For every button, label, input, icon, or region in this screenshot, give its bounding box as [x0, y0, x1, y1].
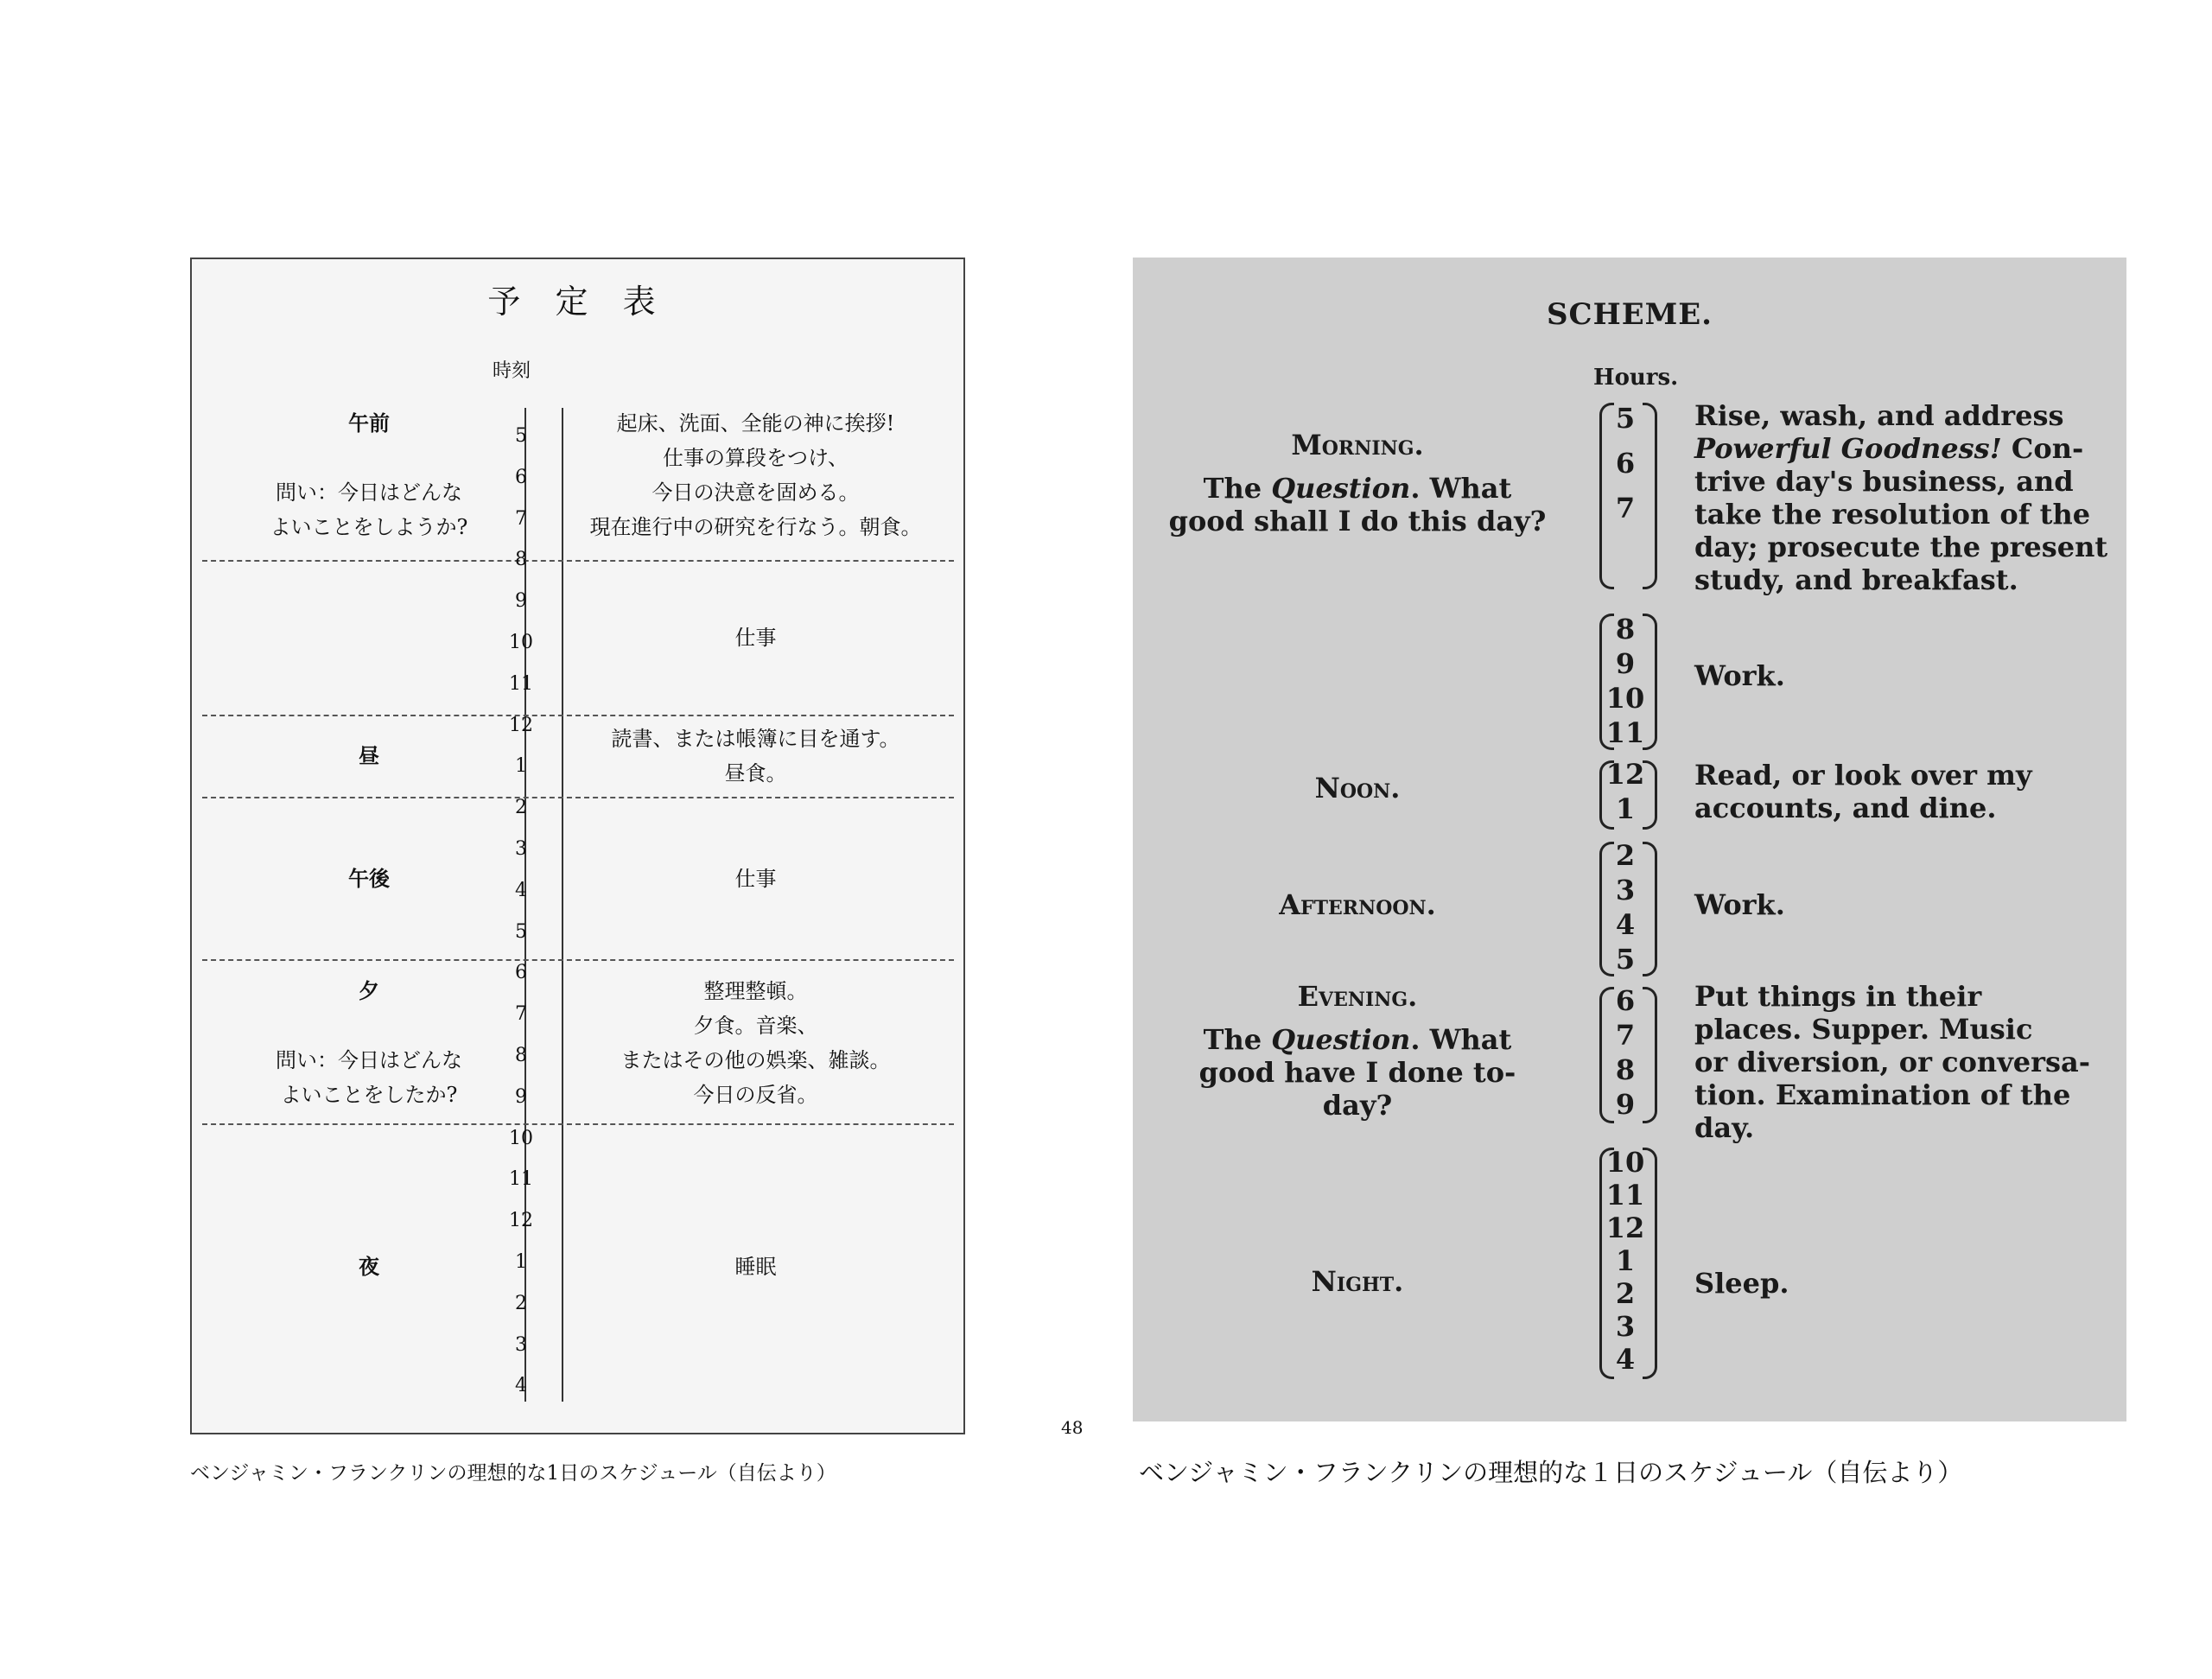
scan-activity-afternoon: Work. — [1694, 888, 1785, 921]
time-column-header: 時刻 — [492, 360, 531, 382]
hour-label: 6 — [515, 466, 527, 488]
activity-line: 仕事 — [734, 867, 777, 891]
hour: 5 — [1615, 943, 1636, 976]
question-word: Question — [1271, 1023, 1411, 1056]
hour-label: 11 — [509, 672, 533, 695]
brace-left — [1599, 987, 1614, 1123]
hour: 4 — [1615, 908, 1636, 941]
hour: 1 — [1615, 792, 1636, 825]
period-evening — [226, 974, 512, 1112]
activity-line: 読書、または帳簿に目を通す。 — [611, 727, 900, 751]
activity-night — [563, 1250, 948, 1284]
hour-label: 1 — [515, 755, 527, 778]
period-name: Morning. — [1291, 429, 1424, 461]
activity-line: 現在進行中の研究を行なう。朝食。 — [589, 515, 922, 539]
hour-label: 4 — [515, 1375, 527, 1397]
brace-right — [1643, 1148, 1657, 1379]
period-name: 夕 — [359, 979, 379, 1003]
scan-title: SCHEME. — [1546, 297, 1713, 332]
hour: 11 — [1605, 716, 1645, 749]
hour: 5 — [1615, 402, 1636, 435]
period-morning — [226, 406, 512, 544]
row-divider — [202, 560, 954, 562]
hour: 12 — [1605, 1212, 1645, 1244]
scan-period-morning — [1167, 429, 1548, 537]
hour: 11 — [1605, 1179, 1645, 1212]
period-name: Evening. — [1297, 980, 1418, 1013]
scan-period-evening — [1167, 980, 1548, 1122]
question-line: good have I done to-day? — [1198, 1056, 1516, 1122]
table-title: 予 定 表 — [487, 283, 668, 321]
question-line: よいことをしたか? — [280, 1083, 458, 1107]
scan-activity-work: Work. — [1694, 659, 1785, 692]
activity-line: places. Supper. Music — [1694, 1013, 2033, 1046]
row-divider — [202, 797, 954, 798]
activity-line: 仕事の算段をつけ、 — [662, 446, 849, 470]
scan-activity-noon — [1694, 759, 2113, 824]
brace-right — [1643, 614, 1657, 750]
activity-line: Read, or look over my — [1694, 759, 2032, 792]
hour-label: 8 — [515, 1045, 527, 1066]
brace-left — [1599, 403, 1614, 589]
activity-italic: Powerful Goodness! — [1694, 432, 2002, 465]
scan-period-night: Night. — [1311, 1265, 1404, 1298]
brace-left — [1599, 1148, 1614, 1379]
scan-activity-evening — [1694, 980, 2113, 1144]
brace-left — [1599, 614, 1614, 750]
hour-label: 8 — [515, 549, 527, 571]
activity-line: またはその他の娯楽、雑談。 — [620, 1048, 891, 1072]
activity-line: accounts, and dine. — [1694, 792, 1997, 824]
hour: 7 — [1615, 492, 1636, 525]
brace-left — [1599, 842, 1614, 976]
activity-line: day. — [1694, 1111, 1755, 1144]
question-line: 問い：今日はどんな — [276, 480, 462, 505]
period-name: 午前 — [348, 411, 390, 436]
activity-line: 昼食。 — [724, 761, 787, 785]
activity-line: study, and breakfast. — [1694, 563, 2018, 596]
activity-evening — [563, 974, 948, 1112]
left-caption: ベンジャミン・フランクリンの理想的な1日のスケジュール（自伝より） — [190, 1462, 836, 1485]
brace-right — [1643, 842, 1657, 976]
activity-noon — [563, 722, 948, 791]
activity-line: or diversion, or conversa- — [1694, 1046, 2091, 1078]
hour: 3 — [1615, 1310, 1636, 1343]
period-afternoon — [226, 862, 512, 896]
hour-label: 7 — [515, 507, 527, 530]
hour-label: 7 — [515, 1003, 527, 1026]
period-name: 夜 — [359, 1255, 379, 1279]
hour-label: 11 — [509, 1168, 533, 1191]
scan-period-afternoon: Afternoon. — [1279, 888, 1436, 921]
row-divider — [202, 959, 954, 961]
hour-label: 2 — [515, 1292, 527, 1314]
scan-hours-label: Hours. — [1593, 365, 1679, 391]
activity-line: 今日の反省。 — [693, 1083, 818, 1107]
hour-label: 2 — [515, 797, 527, 819]
period-name: 昼 — [359, 744, 379, 768]
hour-label: 9 — [515, 1085, 527, 1108]
activity-line: day; prosecute the present — [1694, 531, 2108, 563]
hour: 8 — [1615, 613, 1636, 646]
row-divider — [202, 1123, 954, 1125]
activity-line: 今日の決意を固める。 — [652, 480, 860, 505]
page-number: 48 — [1061, 1417, 1084, 1438]
hour-label: 1 — [515, 1251, 527, 1273]
question-word: Question — [1271, 472, 1411, 505]
hour-label: 10 — [509, 1127, 533, 1149]
activity-line: 夕食。音楽、 — [693, 1014, 818, 1038]
hour: 10 — [1605, 1146, 1645, 1179]
period-noon — [226, 739, 512, 773]
question-suffix: . What — [1410, 472, 1512, 505]
hour: 6 — [1615, 447, 1636, 480]
hour-label: 3 — [515, 838, 527, 860]
scanned-scheme-image — [1133, 258, 2126, 1421]
activity-line: Con- — [2001, 432, 2084, 465]
question-suffix: . What — [1410, 1023, 1512, 1056]
row-divider — [202, 715, 954, 716]
activity-line: tion. Examination of the — [1694, 1078, 2071, 1111]
hour: 2 — [1615, 839, 1636, 872]
hour: 9 — [1615, 647, 1636, 680]
brace-right — [1643, 987, 1657, 1123]
brace-right — [1643, 760, 1657, 830]
activity-line: Rise, wash, and address — [1694, 399, 2064, 432]
activity-line: take the resolution of the — [1694, 498, 2091, 531]
hour: 7 — [1615, 1019, 1636, 1052]
hour: 4 — [1615, 1343, 1636, 1376]
hour: 3 — [1615, 874, 1636, 906]
question-line: 問い：今日はどんな — [276, 1048, 462, 1072]
right-caption: ベンジャミン・フランクリンの理想的な１日のスケジュール（自伝より） — [1139, 1458, 1963, 1487]
question-line: good shall I do this day? — [1168, 505, 1547, 537]
hour-label: 12 — [509, 714, 533, 736]
question-line: よいことをしようか? — [270, 515, 468, 539]
activity-line: 仕事 — [734, 626, 777, 650]
hour-label: 10 — [509, 632, 533, 653]
hour: 6 — [1615, 984, 1636, 1017]
hour-label: 9 — [515, 590, 527, 613]
activity-line: 起床、洗面、全能の神に挨拶! — [616, 411, 895, 436]
hour-label: 6 — [515, 962, 527, 984]
brace-right — [1643, 403, 1657, 589]
hour-label: 5 — [515, 425, 527, 447]
brace-left — [1599, 760, 1614, 830]
activity-morning — [563, 406, 948, 544]
scan-activity-morning — [1694, 399, 2113, 596]
scan-activity-night: Sleep. — [1694, 1267, 1789, 1300]
hour: 9 — [1615, 1088, 1636, 1121]
hour-label: 5 — [515, 920, 527, 943]
hour-label: 4 — [515, 879, 527, 901]
activity-line: 睡眠 — [734, 1255, 777, 1279]
question-prefix: The — [1203, 472, 1272, 505]
activity-work-morning — [563, 620, 948, 655]
hour: 12 — [1605, 758, 1645, 791]
activity-afternoon — [563, 862, 948, 896]
hour-label: 12 — [509, 1210, 533, 1232]
period-name: 午後 — [348, 867, 390, 891]
hour: 10 — [1605, 682, 1645, 715]
hour: 2 — [1615, 1277, 1636, 1310]
schedule-table — [190, 258, 965, 1434]
hour-label: 3 — [515, 1333, 527, 1356]
period-night — [226, 1250, 512, 1284]
activity-line: trive day's business, and — [1694, 465, 2074, 498]
activity-line: 整理整頓。 — [703, 979, 808, 1003]
hour: 8 — [1615, 1053, 1636, 1086]
question-prefix: The — [1203, 1023, 1272, 1056]
activity-line: Put things in their — [1694, 980, 1982, 1013]
hour: 1 — [1615, 1244, 1636, 1277]
scan-period-noon: Noon. — [1314, 772, 1401, 805]
